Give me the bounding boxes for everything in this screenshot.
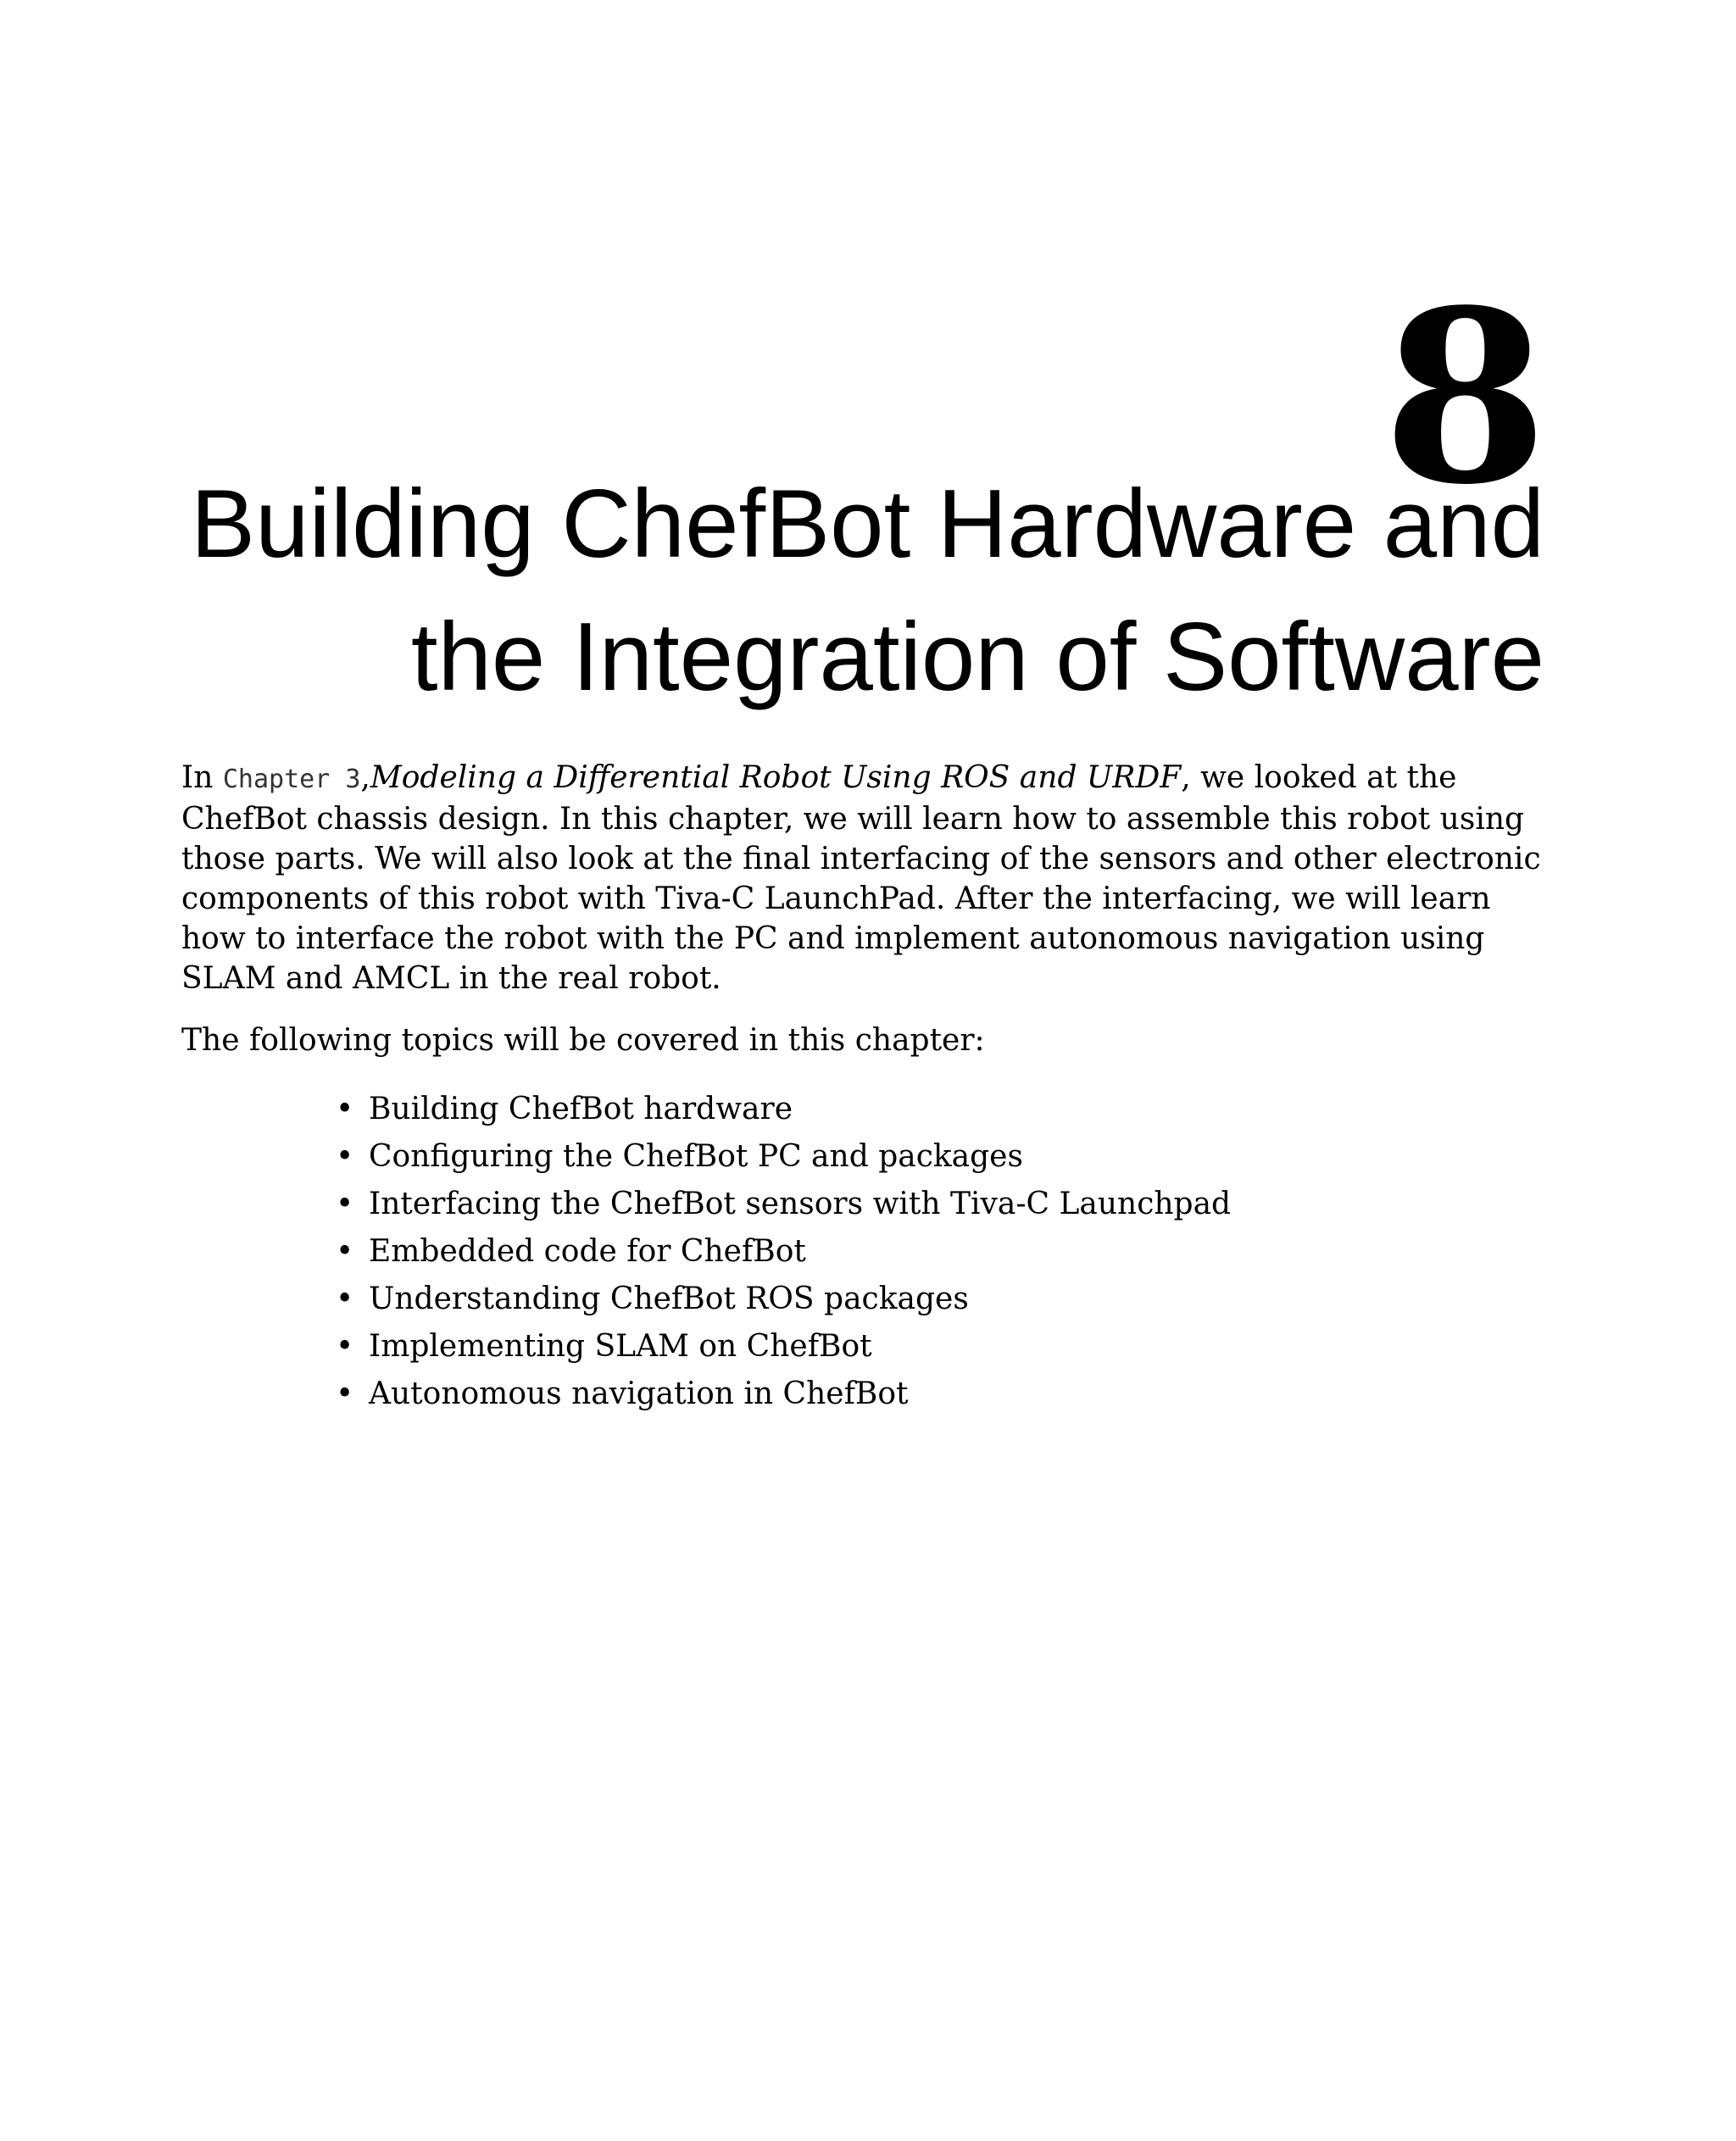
bullet-icon: • <box>336 1139 354 1174</box>
bullet-icon: • <box>336 1092 354 1126</box>
bullet-icon: • <box>336 1234 354 1269</box>
bullet-icon: • <box>336 1376 354 1411</box>
chapter-title-line-2: the Integration of Software <box>410 603 1544 712</box>
bullet-icon: • <box>336 1282 354 1316</box>
intro-comma: , <box>360 760 370 795</box>
list-item <box>336 1228 1555 1276</box>
list-item <box>336 1371 1555 1418</box>
chapter-body <box>181 758 1555 1418</box>
chapter-number: 8 <box>1383 259 1544 537</box>
list-item-text: Configuring the ChefBot PC and packages <box>369 1139 1023 1174</box>
intro-text: , we looked at the ChefBot chassis design. In this chapter, we will learn how to assemble this robot using those parts. We will also look at the final interfacing of the sensors and other electronic components of this robot with Tiva-C LaunchPad. After the interfacing, we will learn how to interface the robot with the PC and implement autonomous navigation using SLAM and AMCL in the real robot. <box>181 760 1541 996</box>
chapter-title-line-1: Building ChefBot Hardware and <box>191 470 1544 578</box>
list-item-text: Autonomous navigation in ChefBot <box>369 1376 909 1411</box>
list-item <box>336 1276 1555 1323</box>
list-item <box>336 1133 1555 1181</box>
chapter-title <box>103 458 1544 725</box>
list-item <box>336 1323 1555 1371</box>
bullet-icon: • <box>336 1329 354 1364</box>
list-item-text: Embedded code for ChefBot <box>369 1234 806 1269</box>
list-item-text: Understanding ChefBot ROS packages <box>369 1282 969 1316</box>
topics-intro: The following topics will be covered in this chapter: <box>181 1023 985 1058</box>
referenced-chapter-title: Modeling a Differential Robot Using ROS and URDF <box>370 760 1182 795</box>
topics-list <box>181 1086 1555 1418</box>
list-item-text: Building ChefBot hardware <box>369 1092 793 1126</box>
bullet-icon: • <box>336 1187 354 1221</box>
list-item-text: Implementing SLAM on ChefBot <box>369 1329 872 1364</box>
list-item-text: Interfacing the ChefBot sensors with Tiva-C Launchpad <box>369 1187 1232 1221</box>
list-item <box>336 1181 1555 1228</box>
intro-prefix: In <box>181 760 223 795</box>
list-item <box>336 1086 1555 1133</box>
intro-paragraph <box>181 758 1555 998</box>
chapter-reference-code: Chapter 3 <box>222 765 361 794</box>
